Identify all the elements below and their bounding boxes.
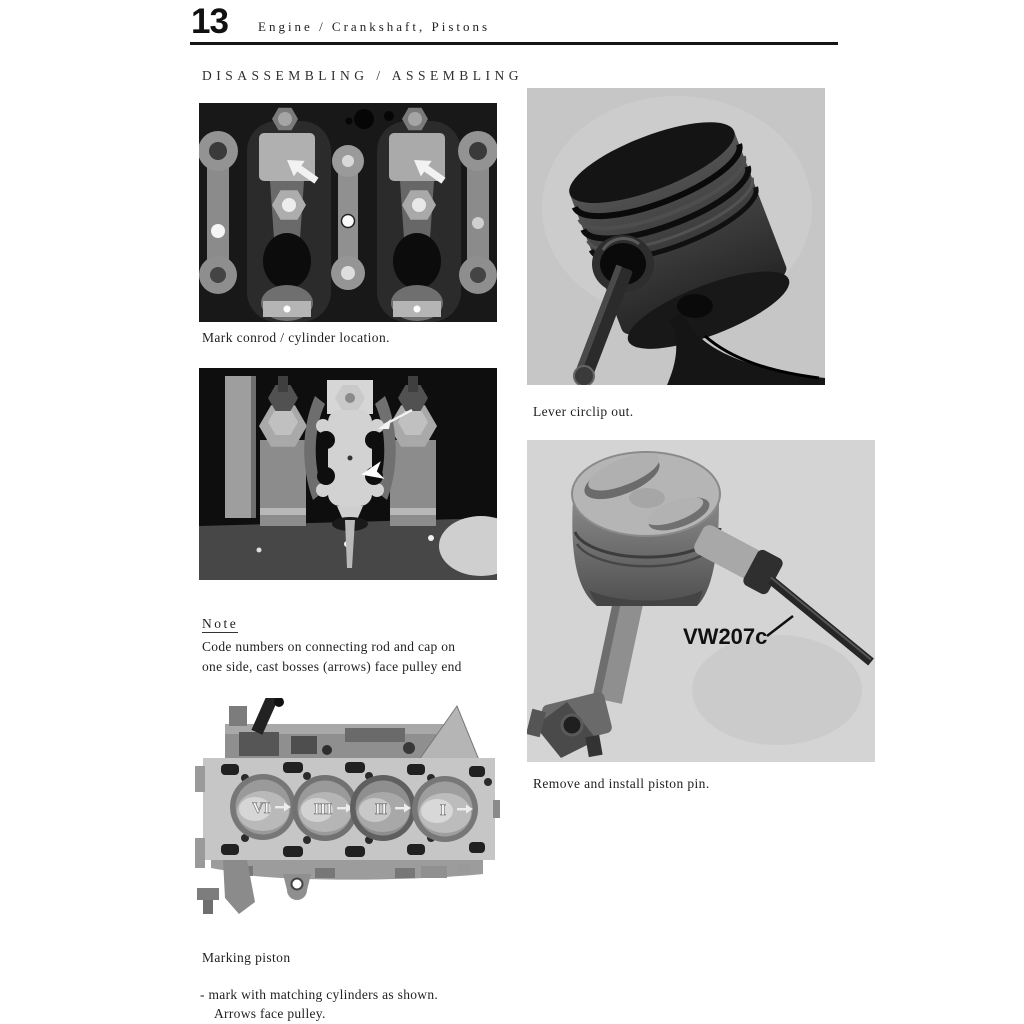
tool-label: VW207c: [683, 624, 768, 649]
circlip-photo-caption: Lever circlip out.: [533, 404, 634, 419]
marking-item-line-1: - mark with matching cylinders as shown.: [200, 987, 439, 1002]
note-text-line-1: Code numbers on connecting rod and cap on: [202, 639, 456, 654]
marking-item-line-2: Arrows face pulley.: [214, 1006, 326, 1021]
cylinder-label: VI: [252, 800, 270, 817]
note-text: [202, 637, 532, 677]
piston-pin-photo: [527, 440, 875, 762]
conrod-photo-caption: Mark conrod / cylinder location.: [202, 330, 390, 345]
cylinder-bore: [412, 776, 478, 842]
marking-item: [200, 985, 438, 1023]
cylinder-label: II: [374, 801, 388, 818]
cylinder-bore: [350, 775, 416, 841]
note-text-line-2: one side, cast bosses (arrows) face pulley end: [202, 659, 462, 674]
engine-block-photo: [195, 698, 500, 930]
marking-heading: Marking piston: [202, 950, 291, 965]
cylinder-label: III: [313, 801, 333, 818]
cylinder-label: I: [439, 802, 447, 819]
note-heading: Note: [202, 616, 239, 631]
header-rule: [190, 42, 838, 45]
pin-area-photo: [199, 368, 497, 580]
conrod-photo: [199, 103, 497, 322]
cylinder-bore: [230, 774, 296, 840]
piston-pin-caption: Remove and install piston pin.: [533, 776, 710, 791]
cylinder-bore: [292, 775, 358, 841]
circlip-photo: [527, 88, 825, 385]
chapter-title: Engine / Crankshaft, Pistons: [258, 19, 491, 34]
section-heading: DISASSEMBLING / ASSEMBLING: [202, 68, 524, 83]
chapter-number: 13: [191, 2, 228, 41]
